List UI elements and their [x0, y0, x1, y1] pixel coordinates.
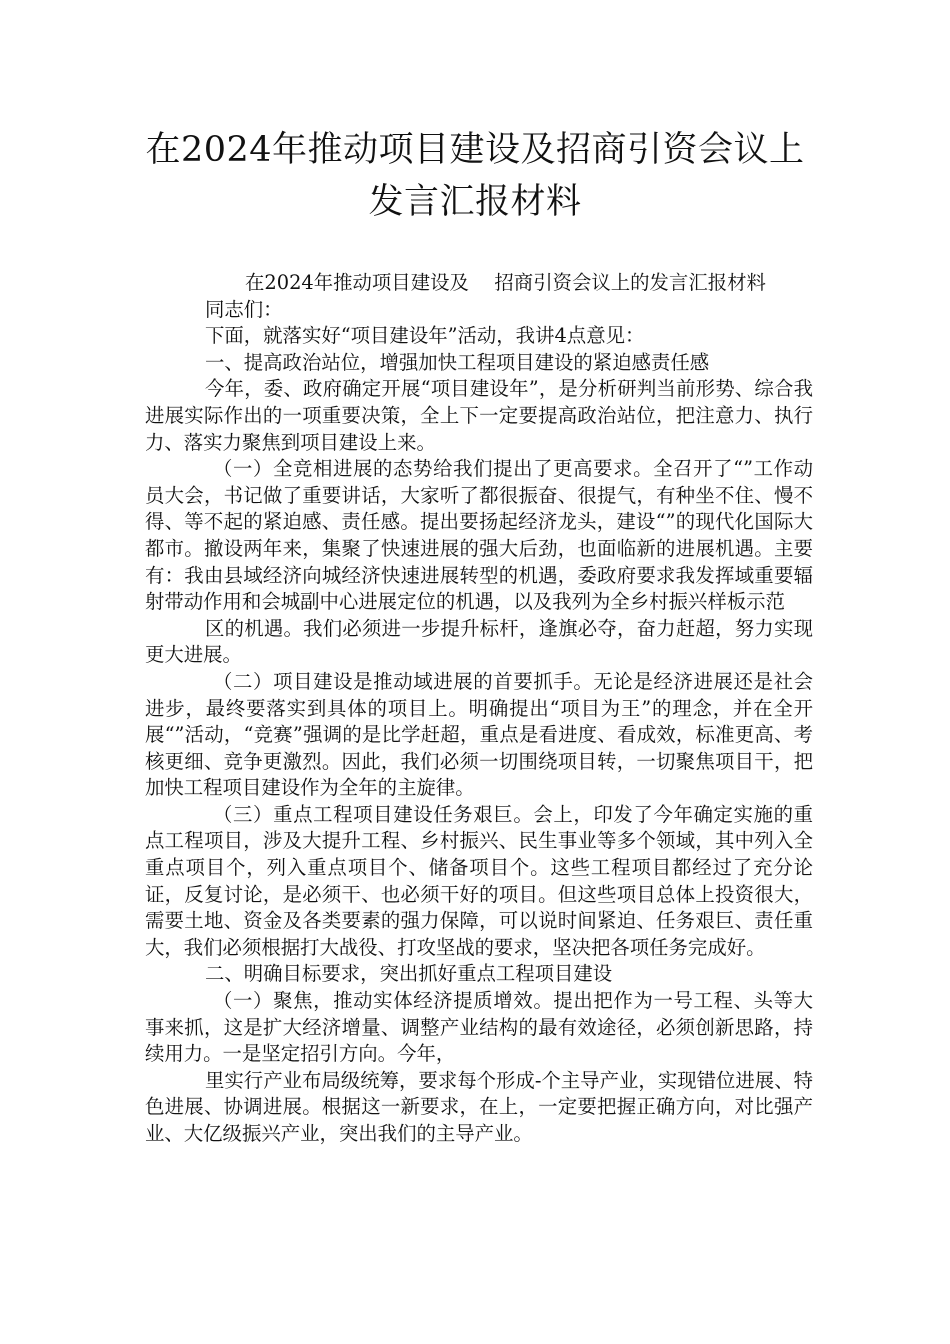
paragraph: 今年，委、政府确定开展“项目建设年”，是分析研判当前形势、综合我进展实际作出的一项重要决策，全上下一定要提高政治站位，把注意力、执行力、落实力聚焦到项目建设上来。 [145, 377, 813, 454]
salutation: 同志们： [205, 297, 283, 321]
section-heading: 一、提高政治站位，增强加快工程项目建设的紧迫感责任感 [205, 350, 710, 374]
paragraph: （二）项目建设是推动域进展的首要抓手。无论是经济进展还是社会进步，最终要落实到具体的项目上。明确提出“项目为王”的理念，并在全开展“”活动，“竞赛”强调的是比学赶超，重点是看进度、看成效，标准更高、考核更细、竞争更激烈。因此，我们必须一切围绕项目转，一切聚焦项目干，把加快工程项目建设作为全年的主旋律。 [145, 669, 813, 800]
paragraph: （一）聚焦，推动实体经济提质增效。提出把作为一号工程、头等大事来抓，这是扩大经济增量、调整产业结构的最有效途径，必须创新思路，持续用力。一是坚定招引方向。今年， [145, 989, 813, 1066]
paragraph: 下面，就落实好“项目建设年”活动，我讲4点意见： [205, 324, 645, 348]
section-heading: 二、明确目标要求，突出抓好重点工程项目建设 [205, 962, 613, 986]
paragraph: （三）重点工程项目建设任务艰巨。会上，印发了今年确定实施的重点工程项目，涉及大提升工程、乡村振兴、民生事业等多个领域，其中列入全重点项目个，列入重点项目个、储备项目个。这些工程项目都经过了充分论证，反复讨论，是必须干、也必须干好的项目。但这些项目总体上投资很大，需要土地、资金及各类要素的强力保障，可以说时间紧迫、任务艰巨、责任重大，我们必须根据打大战役、打攻坚战的要求，坚决把各项任务完成好。 [145, 802, 813, 959]
paragraph: 区的机遇。我们必须进一步提升标杆，逢旗必夺，奋力赶超，努力实现更大进展。 [145, 616, 813, 667]
document-subtitle: 在2024年推动项目建设及 招商引资会议上的发言汇报材料 [245, 271, 766, 294]
paragraph: 里实行产业布局级统筹，要求每个形成-个主导产业，实现错位进展、特色进展、协调进展。根据这一新要求，在上，一定要把握正确方向，对比强产业、大亿级振兴产业，突出我们的主导产业。 [145, 1068, 813, 1145]
title-line-1: 在2024年推动项目建设及招商引资会议上 [145, 130, 805, 170]
paragraph: （一）全竞相进展的态势给我们提出了更高要求。全召开了“”工作动员大会，书记做了重要讲话，大家听了都很振奋、很提气，有种坐不住、慢不得、等不起的紧迫感、责任感。提出要扬起经济龙头，建设“”的现代化国际大都市。撤设两年来，集聚了快速进展的强大后劲，也面临新的进展机遇。主要有：我由县域经济向城经济快速进展转型的机遇，委政府要求我发挥域重要辐射带动作用和会城副中心进展定位的机遇，以及我列为全乡村振兴样板示范 [145, 457, 813, 614]
document-body [145, 270, 813, 1148]
document-title [120, 124, 830, 228]
title-line-2: 发言汇报材料 [368, 182, 582, 222]
